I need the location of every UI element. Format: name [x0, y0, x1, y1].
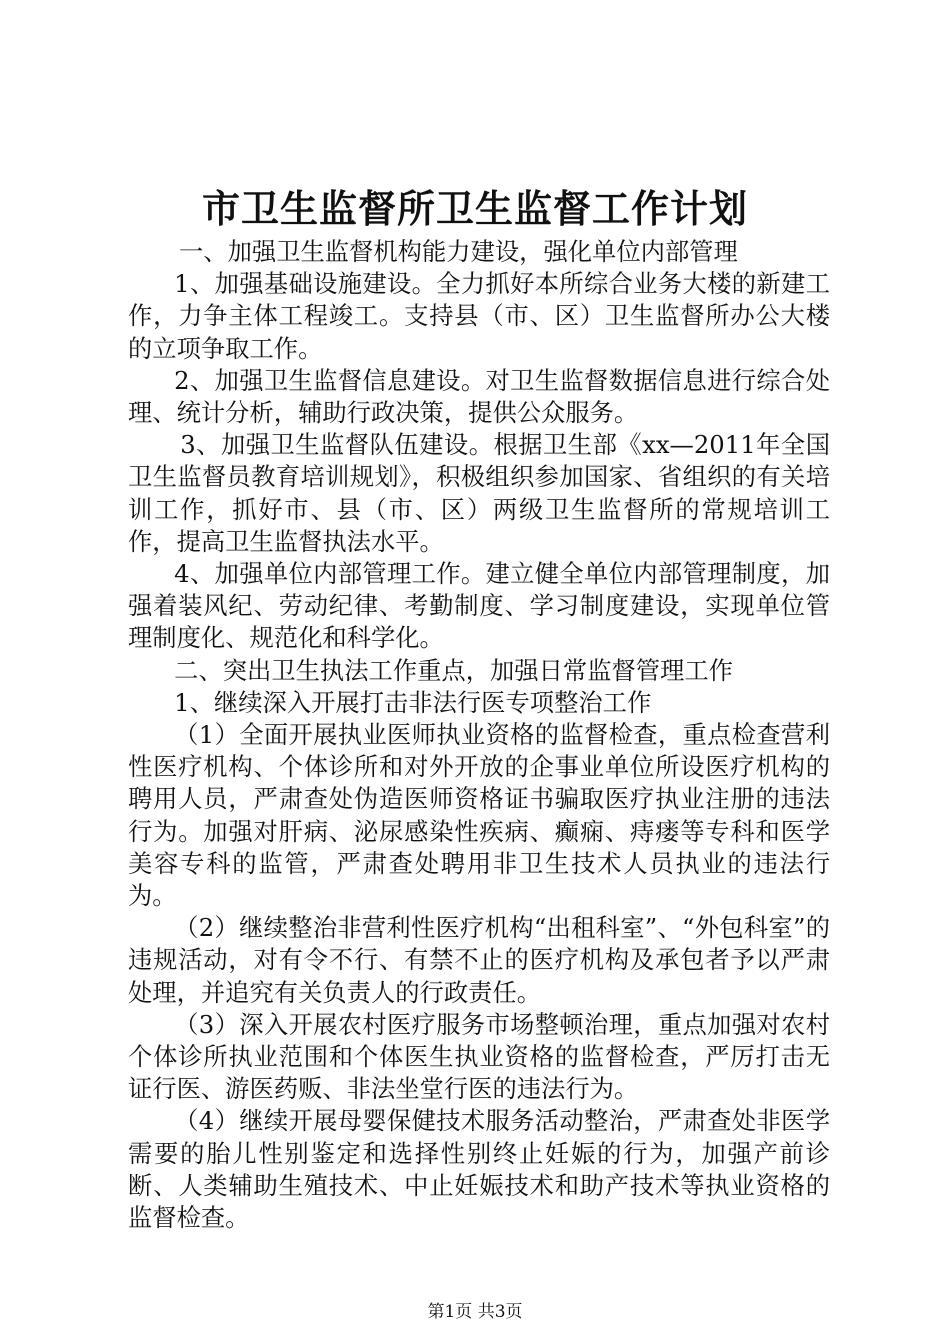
paragraph-1-4: 4、加强单位内部管理工作。建立健全单位内部管理制度，加强着装风纪、劳动纪律、考勤制度、学习制度建设，实现单位管理制度化、规范化和科学化。: [128, 559, 830, 653]
section-heading-1: 一、加强卫生监督机构能力建设，强化单位内部管理: [179, 237, 738, 266]
paragraph-2-1-1: （1）全面开展执业医师执业资格的监督检查，重点检查营利性医疗机构、个体诊所和对外开放的企事业单位所设医疗机构的聘用人员，严肃查处伪造医师资格证书骗取医疗执业注册的违法行为。加强对肝病、泌尿感染性疾病、癫痫、痔瘘等专科和医学美容专科的监管，严肃查处聘用非卫生技术人员执业的违法行为。: [128, 720, 830, 911]
section-heading-2: 二、突出卫生执法工作重点，加强日常监督管理工作: [174, 655, 733, 685]
document-title: 市卫生监督所卫生监督工作计划: [201, 186, 748, 231]
paragraph-1-3: 3、加强卫生监督队伍建设。根据卫生部《xx—2011年全国卫生监督员教育培训规划》，积极组织参加国家、省组织的有关培训工作，抓好市、县（市、区）两级卫生监督所的常规培训工作，提高卫生监督执法水平。: [128, 430, 830, 556]
paragraph-1-2: 2、加强卫生监督信息建设。对卫生监督数据信息进行综合处理、统计分析，辅助行政决策，提供公众服务。: [128, 365, 830, 428]
paragraph-2-1-4: （4）继续开展母婴保健技术服务活动整治，严肃查处非医学需要的胎儿性别鉴定和选择性别终止妊娠的行为，加强产前诊断、人类辅助生殖技术、中止妊娠技术和助产技术等执业资格的监督检查。: [128, 1106, 830, 1233]
paragraph-1-1: 1、加强基础设施建设。全力抓好本所综合业务大楼的新建工作，力争主体工程竣工。支持县（市、区）卫生监督所办公大楼的立项争取工作。: [128, 269, 830, 363]
page-footer: 第1页 共3页: [427, 1302, 523, 1322]
subsection-heading-2-1: 1、继续深入开展打击非法行医专项整治工作: [174, 687, 652, 717]
document-body: [128, 236, 830, 1234]
paragraph-2-1-3: （3）深入开展农村医疗服务市场整顿治理，重点加强对农村个体诊所执业范围和个体医生执业资格的监督检查，严厉打击无证行医、游医药贩、非法坐堂行医的违法行为。: [128, 1009, 830, 1104]
paragraph-2-1-2: （2）继续整治非营利性医疗机构“出租科室”、“外包科室”的违规活动，对有令不行、有禁不止的医疗机构及承包者予以严肃处理，并追究有关负责人的行政责任。: [128, 913, 830, 1007]
